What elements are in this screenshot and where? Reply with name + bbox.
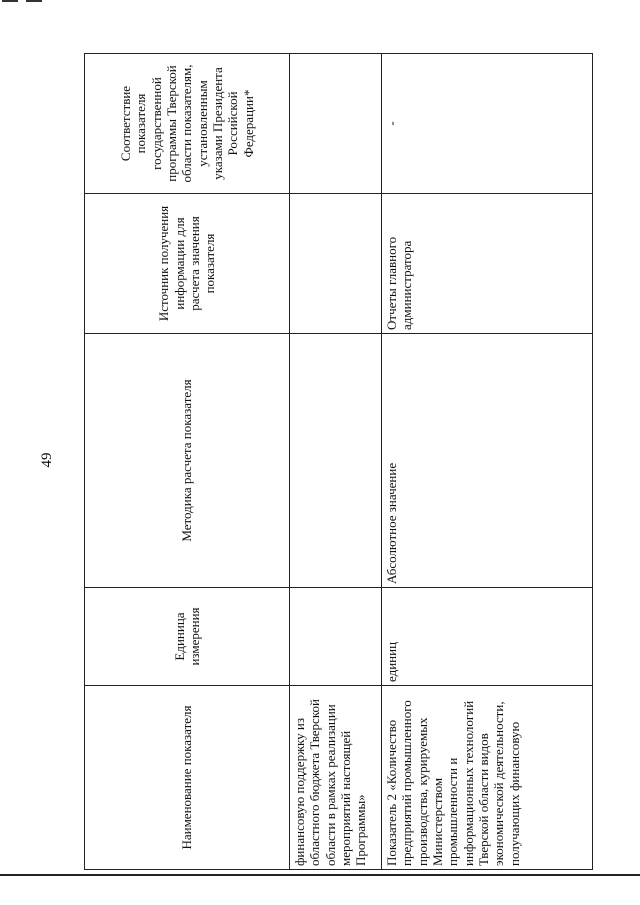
cell-indicator-name: Показатель 2 «Количество предприятий промышленного производства, курируемых Министерством промышленности и информационных технологий Тверской области видов экономической деятельности, получающих финансовую xyxy=(382,686,593,870)
cell-source xyxy=(290,194,382,334)
cell-source: Отчеты главного администратора xyxy=(382,194,593,334)
header-compliance: Соответствие показателя государственной программы Тверской области показателям, установленным указами Президента Российской Федерации* xyxy=(85,54,290,194)
cell-method xyxy=(290,334,382,588)
header-source: Источник получения информации для расчета значения показателя xyxy=(85,194,290,334)
header-unit: Единица измерения xyxy=(85,588,290,686)
bottom-rule xyxy=(0,874,640,876)
cell-indicator-name: финансовую поддержку из областного бюджета Тверской области в рамках реализации мероприятий настоящей Программы» xyxy=(290,686,382,870)
scan-corner-marks xyxy=(0,0,50,10)
table-row xyxy=(382,54,593,870)
cell-compliance: - xyxy=(382,54,593,194)
rotated-page xyxy=(84,54,592,870)
cell-method: Абсолютное значение xyxy=(382,334,593,588)
table-header-row xyxy=(85,54,290,870)
cell-compliance xyxy=(290,54,382,194)
indicators-table xyxy=(84,53,593,870)
cell-unit xyxy=(290,588,382,686)
header-indicator-name: Наименование показателя xyxy=(85,686,290,870)
cell-unit: единиц xyxy=(382,588,593,686)
table-row xyxy=(290,54,382,870)
header-method: Методика расчета показателя xyxy=(85,334,290,588)
page-number: 49 xyxy=(39,452,55,468)
